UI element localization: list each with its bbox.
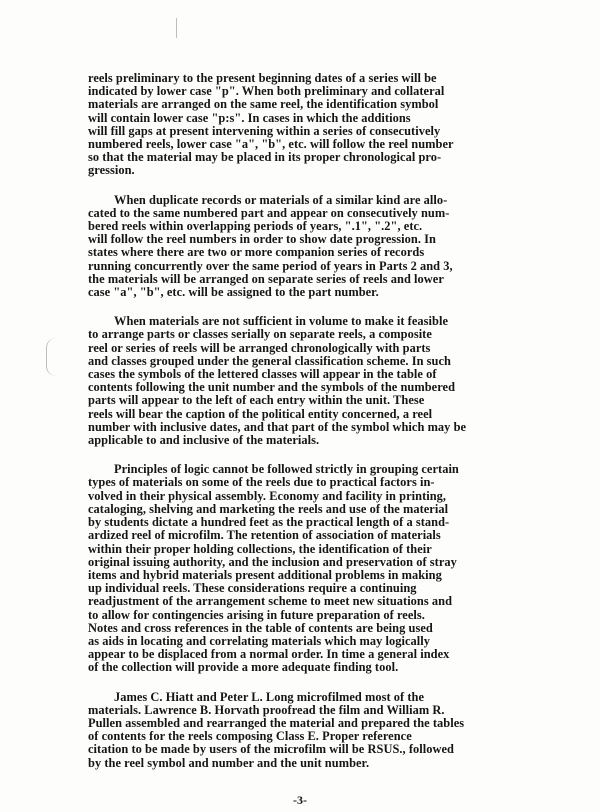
text-line: parts will appear to the left of each entry within the unit. These <box>88 393 425 408</box>
text-line: James C. Hiatt and Peter L. Long microfilmed most of the <box>114 689 424 704</box>
text-line: numbered reels, lower case "a", "b", etc. will follow the reel number <box>88 137 454 152</box>
text-line: will contain lower case "p:s". In cases in which the additions <box>88 110 411 125</box>
text-line: by students dictate a hundred feet as the practical length of a stand- <box>88 515 450 530</box>
text-line: to arrange parts or classes serially on separate reels, a composite <box>88 327 432 342</box>
text-line: as aids in locating and correlating materials which may logically <box>88 633 431 648</box>
paragraph <box>88 194 542 300</box>
text-line: number with inclusive dates, and that part of the symbol which may be <box>88 419 467 434</box>
text-line: reel or series of reels will be arranged chronologically with parts <box>88 340 431 355</box>
text-line: items and hybrid materials present additional problems in making <box>88 567 442 582</box>
text-line: applicable to and inclusive of the materials. <box>88 433 320 448</box>
text-line: so that the material may be placed in its proper chronological pro- <box>88 150 442 165</box>
page-number: -3- <box>293 793 307 807</box>
paragraph <box>88 691 542 770</box>
text-line: reels will bear the caption of the political entity concerned, a reel <box>88 406 433 421</box>
text-line: indicated by lower case "p". When both preliminary and collateral <box>88 84 445 99</box>
text-line: contents following the unit number and the symbols of the numbered <box>88 380 456 395</box>
paragraph <box>88 463 542 674</box>
text-line: Pullen assembled and rearranged the material and prepared the tables <box>88 715 465 730</box>
text-line: When duplicate records or materials of a similar kind are allo- <box>114 192 448 207</box>
text-line: cataloging, shelving and marketing the reels and use of the material <box>88 501 449 516</box>
scan-artifact-mark <box>176 18 177 38</box>
text-line: materials are arranged on the same reel, the identification symbol <box>88 97 439 112</box>
text-line: volved in their physical assembly. Economy and facility in printing, <box>88 488 447 503</box>
text-line: citation to be made by users of the microfilm will be RSUS., followed <box>88 742 454 757</box>
text-line: original issuing authority, and the inclusion and preservation of stray <box>88 554 457 569</box>
text-line: bered reels within overlapping periods of years, ".1", ".2", etc. <box>88 219 423 234</box>
text-line: ardized reel of microfilm. The retention of association of materials <box>88 528 441 543</box>
text-line: readjustment of the arrangement scheme to meet new situations and <box>88 594 453 609</box>
text-line: cases the symbols of the lettered classes will appear in the table of <box>88 367 437 382</box>
text-line: within their proper holding collections, the identification of their <box>88 541 432 556</box>
text-line: will fill gaps at present intervening within a series of consecutively <box>88 123 441 138</box>
text-line: of contents for the reels composing Class E. Proper reference <box>88 729 412 744</box>
text-line: by the reel symbol and number and the unit number. <box>88 755 370 770</box>
text-line: appear to be displaced from a normal order. In time a general index <box>88 647 450 662</box>
text-line: the materials will be arranged on separate series of reels and lower <box>88 271 444 286</box>
text-line: When materials are not sufficient in volume to make it feasible <box>114 314 448 329</box>
text-line: cated to the same numbered part and appear on consecutively num- <box>88 205 450 220</box>
scan-artifact-bracket <box>46 338 57 376</box>
text-line: materials. Lawrence B. Horvath proofread the film and William R. <box>88 702 445 717</box>
document-body <box>88 72 542 786</box>
text-line: case "a", "b", etc. will be assigned to the part number. <box>88 285 379 300</box>
paragraph <box>88 72 542 178</box>
text-line: up individual reels. These considerations require a continuing <box>88 581 417 596</box>
text-line: states where there are two or more companion series of records <box>88 245 425 260</box>
text-line: types of materials on some of the reels due to practical factors in- <box>88 475 435 490</box>
text-line: to allow for contingencies arising in future preparation of reels. <box>88 607 425 622</box>
paragraph <box>88 315 542 447</box>
text-line: Notes and cross references in the table of contents are being used <box>88 620 433 635</box>
text-line: Principles of logic cannot be followed strictly in grouping certain <box>114 462 459 477</box>
text-line: reels preliminary to the present beginning dates of a series will be <box>88 71 437 85</box>
text-line: will follow the reel numbers in order to show date progression. In <box>88 232 436 247</box>
text-line: and classes grouped under the general classification scheme. In such <box>88 353 451 368</box>
text-line: running concurrently over the same period of years in Parts 2 and 3, <box>88 258 453 273</box>
text-line: of the collection will provide a more adequate finding tool. <box>88 660 399 675</box>
text-line: gression. <box>88 163 135 178</box>
